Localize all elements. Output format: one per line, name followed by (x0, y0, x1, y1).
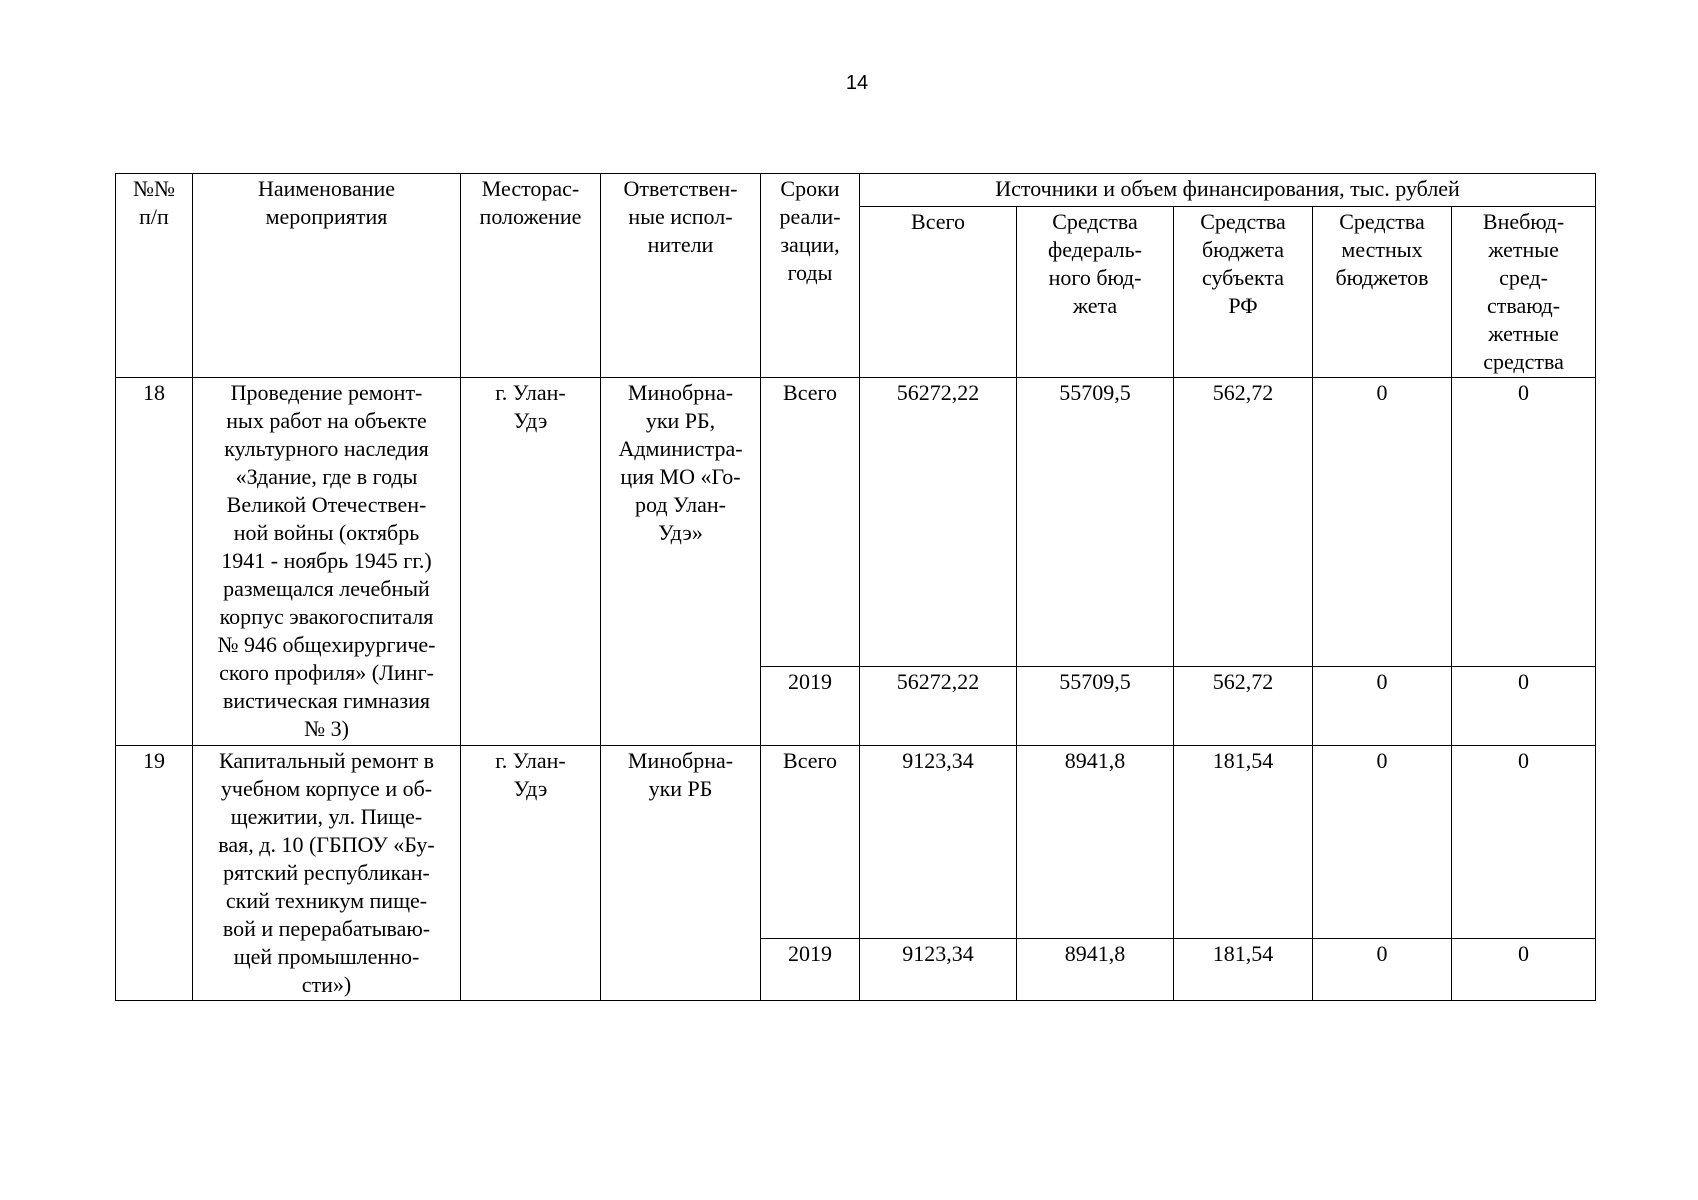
row-total: 9123,34 (860, 939, 1017, 1001)
row-total: 56272,22 (860, 667, 1017, 746)
row-num: 18 (116, 378, 193, 746)
header-sources: Источники и объем финансирования, тыс. рублей (860, 174, 1596, 207)
row-term: Всего (761, 378, 860, 667)
header-extra: Внебюд- жетные сред- стваюд- жетные средства (1452, 207, 1596, 378)
row-extra: 0 (1452, 746, 1596, 939)
header-num: №№ п/п (116, 174, 193, 378)
row-responsible: Минобрна- уки РБ, Администра- ция МО «Го- род Улан- Удэ» (601, 378, 761, 746)
row-local: 0 (1313, 939, 1452, 1001)
row-regional: 181,54 (1174, 939, 1313, 1001)
row-name: Проведение ремонт- ных работ на объекте культурного наследия «Здание, где в годы Великой Отечествен- ной войны (октябрь 1941 - ноябрь 1945 гг.) размещался лечебный корпус эвакогоспиталя № 946 общехирургиче- ского профиля» (Линг- вистическая гимназия № 3) (193, 378, 461, 746)
header-total: Всего (860, 207, 1017, 378)
header-federal: Средства федераль- ного бюд- жета (1017, 207, 1174, 378)
page-number: 14 (845, 72, 869, 94)
table-row (116, 378, 1596, 667)
row-total: 56272,22 (860, 378, 1017, 667)
row-extra: 0 (1452, 378, 1596, 667)
row-federal: 8941,8 (1017, 939, 1174, 1001)
row-local: 0 (1313, 378, 1452, 667)
row-extra: 0 (1452, 667, 1596, 746)
row-term: 2019 (761, 939, 860, 1001)
table-row (116, 746, 1596, 939)
row-federal: 55709,5 (1017, 667, 1174, 746)
row-name: Капитальный ремонт в учебном корпусе и об- щежитии, ул. Пище- вая, д. 10 (ГБПОУ «Бу- рятский республикан- ский техникум пище- вой и перерабатываю- щей промышленно- сти») (193, 746, 461, 1001)
row-federal: 8941,8 (1017, 746, 1174, 939)
row-term: Всего (761, 746, 860, 939)
row-regional: 562,72 (1174, 378, 1313, 667)
header-terms: Сроки реали- зации, годы (761, 174, 860, 378)
header-responsible: Ответствен- ные испол- нители (601, 174, 761, 378)
header-local: Средства местных бюджетов (1313, 207, 1452, 378)
header-name: Наименование мероприятия (193, 174, 461, 378)
row-extra: 0 (1452, 939, 1596, 1001)
row-location: г. Улан- Удэ (461, 378, 601, 746)
row-local: 0 (1313, 746, 1452, 939)
header-row-1 (116, 174, 1596, 207)
row-term: 2019 (761, 667, 860, 746)
row-regional: 181,54 (1174, 746, 1313, 939)
header-location: Месторас- положение (461, 174, 601, 378)
header-regional: Средства бюджета субъекта РФ (1174, 207, 1313, 378)
financing-table (115, 173, 1596, 1001)
row-responsible: Минобрна- уки РБ (601, 746, 761, 1001)
row-local: 0 (1313, 667, 1452, 746)
row-regional: 562,72 (1174, 667, 1313, 746)
row-total: 9123,34 (860, 746, 1017, 939)
row-federal: 55709,5 (1017, 378, 1174, 667)
row-num: 19 (116, 746, 193, 1001)
row-location: г. Улан- Удэ (461, 746, 601, 1001)
